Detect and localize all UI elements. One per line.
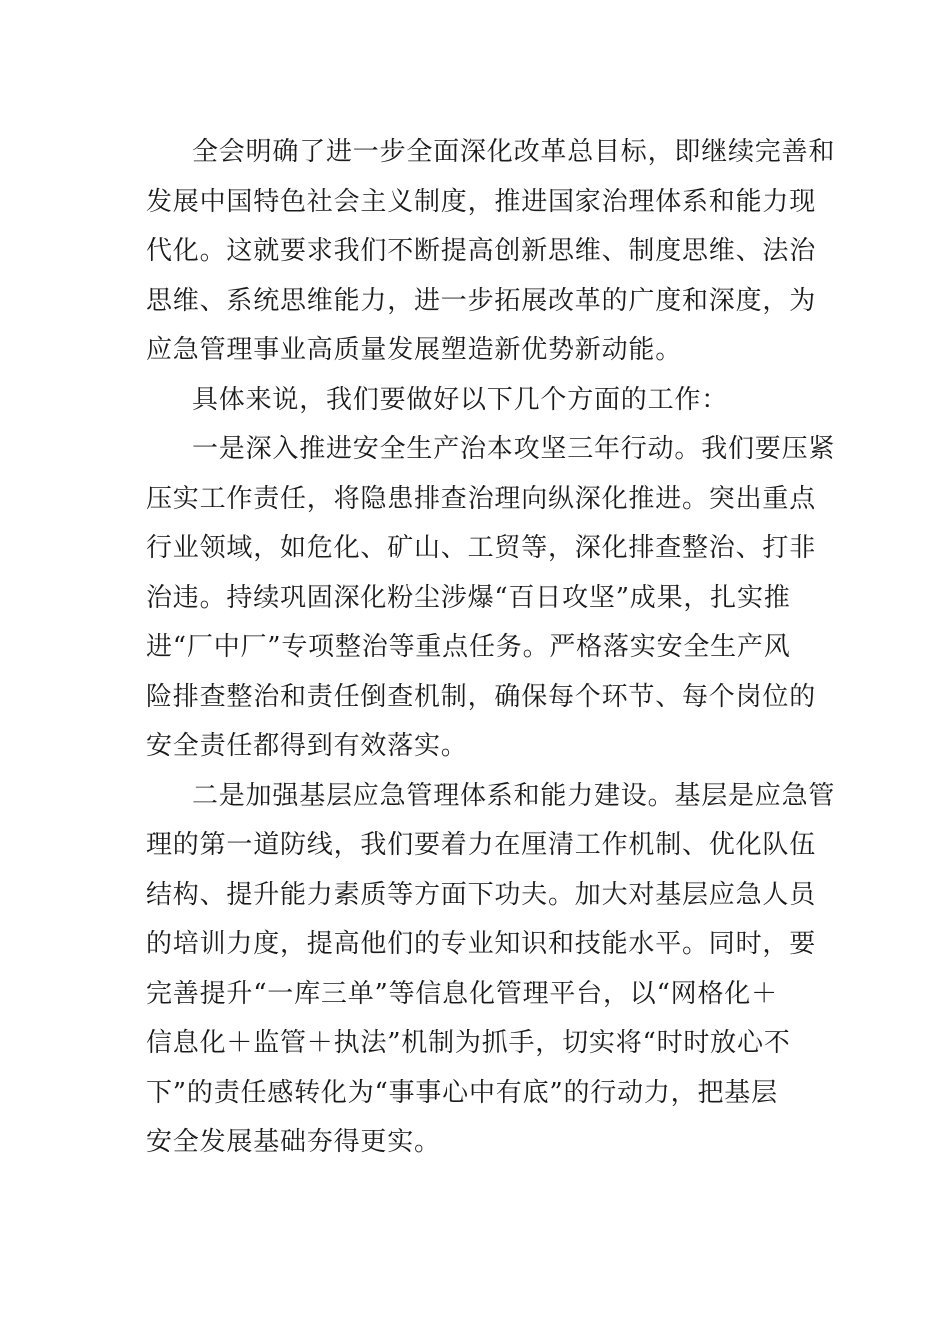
paragraph-reform-goal xyxy=(146,128,836,376)
text-line: 一是深入推进安全生产治本攻坚三年行动。我们要压紧 xyxy=(192,434,836,464)
text-line: 发展中国特色社会主义制度，推进国家治理体系和能力现 xyxy=(146,186,817,217)
text-line: 完善提升“一库三单”等信息化管理平台，以“网格化＋ xyxy=(146,978,778,1009)
text-line: 理的第一道防线，我们要着力在厘清工作机制、优化队伍 xyxy=(146,830,817,860)
text-line: 结构、提升能力素质等方面下功夫。加大对基层应急人员 xyxy=(146,879,817,910)
text-line: 应急管理事业高质量发展塑造新优势新动能。 xyxy=(146,335,683,365)
text-line: 进“厂中厂”专项整治等重点任务。严格落实安全生产风 xyxy=(146,632,791,662)
text-line: 思维、系统思维能力，进一步拓展改革的广度和深度，为 xyxy=(146,285,817,316)
text-line: 下”的责任感转化为“事事心中有底”的行动力，把基层 xyxy=(146,1077,778,1108)
text-line: 二是加强基层应急管理体系和能力建设。基层是应急管 xyxy=(192,780,836,811)
text-line: 压实工作责任，将隐患排查治理向纵深化推进。突出重点 xyxy=(146,483,817,514)
text-line: 具体来说，我们要做好以下几个方面的工作： xyxy=(192,384,729,415)
text-line: 全会明确了进一步全面深化改革总目标，即继续完善和 xyxy=(192,137,836,167)
paragraph-point-two xyxy=(146,772,836,1168)
text-line: 行业领域，如危化、矿山、工贸等，深化排查整治、打非 xyxy=(146,533,817,563)
paragraph-intro xyxy=(146,376,806,426)
document-body xyxy=(146,128,836,1168)
text-line: 信息化＋监管＋执法”机制为抓手，切实将“时时放心不 xyxy=(146,1028,791,1058)
paragraph-point-one xyxy=(146,425,836,772)
text-line: 安全责任都得到有效落实。 xyxy=(146,731,468,761)
text-line: 安全发展基础夯得更实。 xyxy=(146,1127,441,1157)
text-line: 代化。这就要求我们不断提高创新思维、制度思维、法治 xyxy=(146,236,817,266)
text-line: 的培训力度，提高他们的专业知识和技能水平。同时，要 xyxy=(146,929,817,959)
text-line: 险排查整治和责任倒查机制，确保每个环节、每个岗位的 xyxy=(146,681,817,712)
text-line: 治违。持续巩固深化粉尘涉爆“百日攻坚”成果，扎实推 xyxy=(146,582,791,613)
